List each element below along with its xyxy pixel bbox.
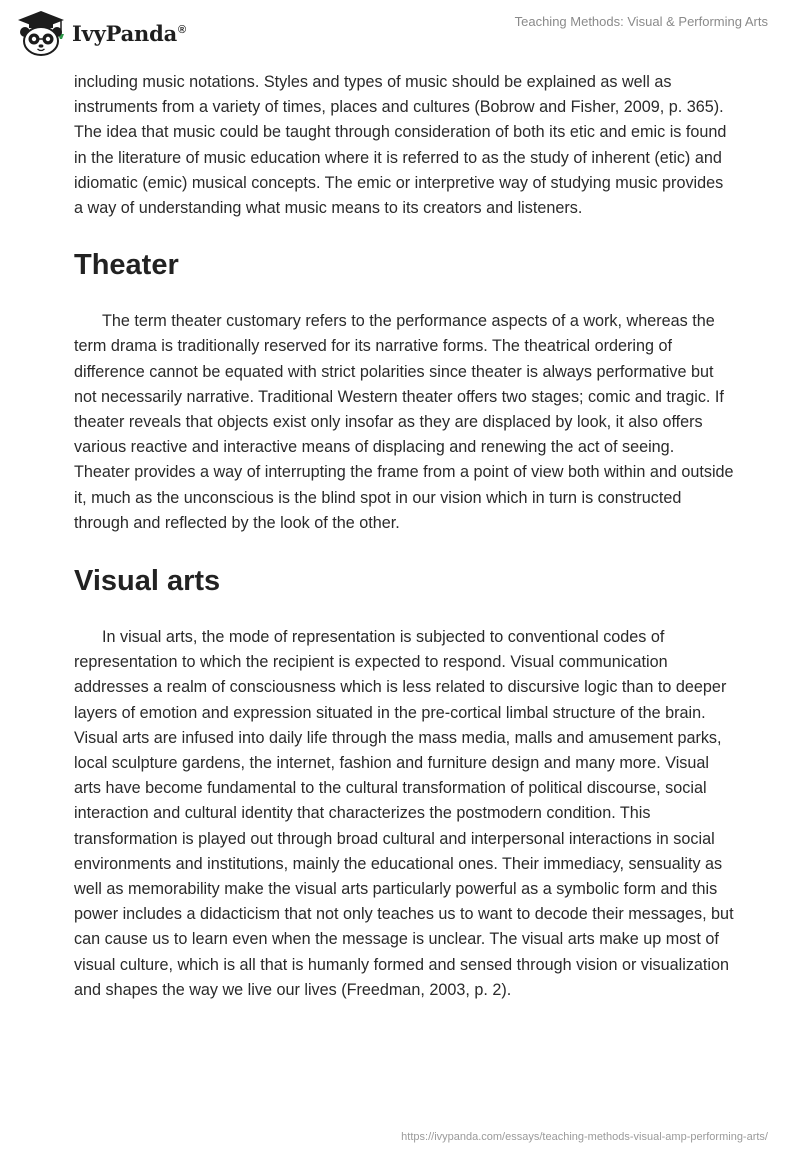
visual-arts-paragraph: In visual arts, the mode of representation is subjected to conventional codes of representation to which the recipient is expected to respond. Visual communication addresses a realm of consciousness which is less related to discursive logic than to deeper layers of emotion and expression situated in the pre-cortical limbal structure of the brain. Visual arts are infused into daily life through the mass media, malls and amusement parks, local sculpture gardens, the internet, fashion and furniture design and many more. Visual arts have become fundamental to the cultural transformation of political discourse, social interaction and cultural identity that characterizes the postmodern condition. This transformation is played out through broad cultural and interpersonal interactions in social environments and institutions, mainly the educational ones. Their immediacy, sensuality as well as memorability make the visual arts particularly powerful as a symbolic form and this power includes a didacticism that not only teaches us to want to decode their messages, but can cause us to learn even when the message is unclear. The visual arts make up most of visual culture, which is all that is humanly formed and sensed through vision or visualization and shapes the way we live our lives (Freedman, 2003, p. 2).	[74, 628, 734, 999]
document-title: Teaching Methods: Visual & Performing Arts	[514, 14, 768, 29]
registered-mark: ®	[178, 23, 186, 36]
section-heading-visual-arts: Visual arts	[74, 565, 221, 598]
panda-graduate-icon	[14, 8, 68, 58]
page-header	[0, 0, 800, 70]
section-heading-theater: Theater	[74, 249, 179, 282]
source-url[interactable]: https://ivypanda.com/essays/teaching-methods-visual-amp-performing-arts/	[401, 1131, 768, 1143]
brand-name: IvyPanda®	[72, 20, 186, 46]
brand-logo[interactable]	[14, 8, 186, 58]
theater-paragraph: The term theater customary refers to the performance aspects of a work, whereas the term drama is traditionally reserved for its narrative forms. The theatrical ordering of difference cannot be equated with strict polarities since theater is always performative but not necessarily narrative. Traditional Western theater offers two stages; comic and tragic. If theater reveals that objects exist only insofar as they are displaced by look, it also offers various reactive and interactive means of displacing and renewing the act of seeing. Theater provides a way of interrupting the frame from a point of view both within and outside it, much as the unconscious is the blind spot in our vision which in turn is constructed through and reflected by the look of the other.	[74, 312, 734, 532]
article-body	[74, 70, 734, 1003]
intro-paragraph: including music notations. Styles and types of music should be explained as well as instruments from a variety of times, places and cultures (Bobrow and Fisher, 2009, p. 365). The idea that music could be taught through consideration of both its etic and emic is found in the literature of music education where it is referred to as the study of inherent (etic) and idiomatic (emic) musical concepts. The emic or interpretive way of studying music provides a way of understanding what music means to its creators and listeners.	[74, 73, 727, 218]
